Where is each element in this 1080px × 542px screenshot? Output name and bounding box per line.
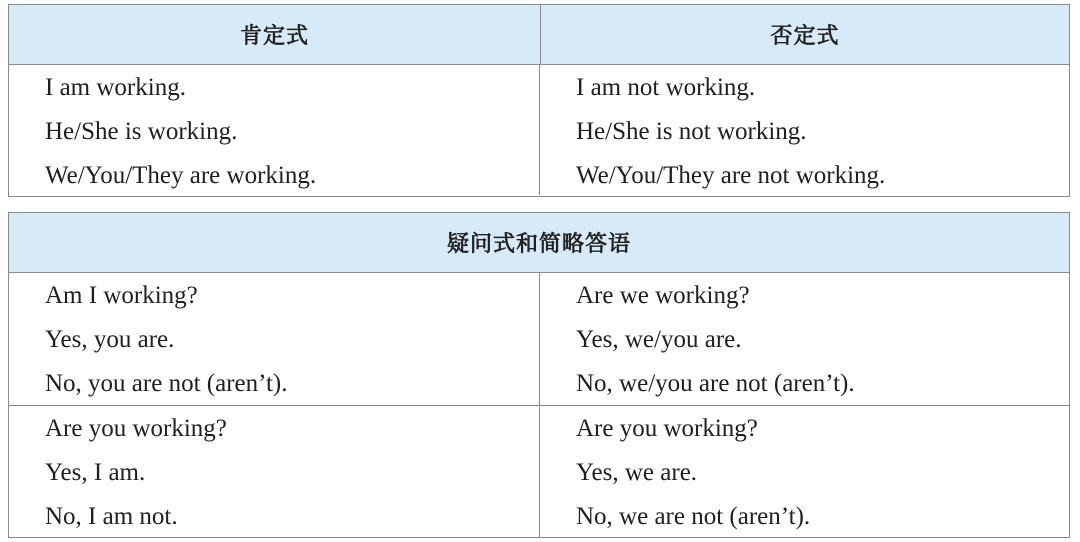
question-cell: [9, 406, 540, 537]
header-negative: 否定式: [540, 5, 1069, 64]
sentence: I am working.: [45, 74, 186, 101]
sentence: Yes, we are.: [576, 459, 698, 486]
sentence: He/She is working.: [45, 118, 238, 145]
table-row: [9, 273, 1069, 405]
sentence: Yes, I am.: [45, 459, 146, 486]
table-header: [9, 213, 1069, 273]
sentence: I am not working.: [576, 74, 756, 101]
sentence: Are we working?: [576, 282, 750, 309]
sentence: No, I am not.: [45, 503, 178, 530]
sentence: Are you working?: [576, 415, 758, 442]
sentence: No, you are not (aren’t).: [45, 370, 288, 397]
question-cell: [9, 273, 540, 405]
sentence: No, we/you are not (aren’t).: [576, 370, 855, 397]
question-short-answer-table: [8, 212, 1070, 538]
header-questions-short-answers: 疑问式和简略答语: [446, 231, 631, 257]
table-row: [9, 65, 1069, 195]
sentence: Am I working?: [45, 282, 198, 309]
sentence: We/You/They are working.: [45, 162, 317, 189]
negative-cell: [540, 65, 1069, 195]
table-row: [9, 405, 1069, 537]
sentence: No, we are not (aren’t).: [576, 503, 811, 530]
header-affirmative: 肯定式: [239, 23, 309, 49]
sentence: Yes, you are.: [45, 326, 175, 353]
sentence: He/She is not working.: [576, 118, 807, 145]
table-header: [9, 5, 1069, 65]
question-cell: [540, 273, 1069, 405]
affirmative-cell: [9, 65, 540, 195]
sentence: Yes, we/you are.: [576, 326, 742, 353]
sentence: Are you working?: [45, 415, 227, 442]
sentence: We/You/They are not working.: [576, 162, 886, 189]
question-cell: [540, 406, 1069, 537]
present-continuous-forms-table: [8, 4, 1070, 197]
